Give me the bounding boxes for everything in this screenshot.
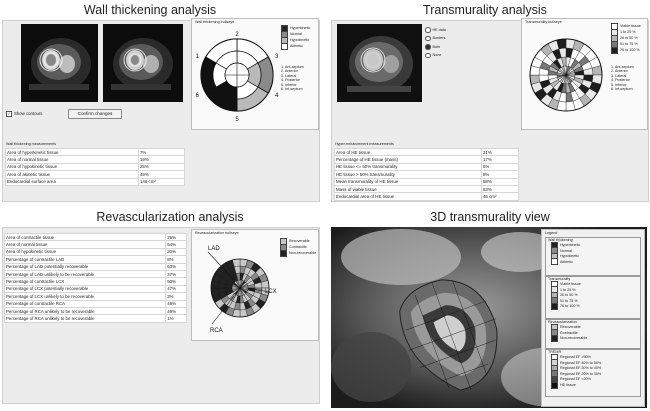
table-row: HE tissue <= 50% transmurality 6% [335,163,519,170]
mri-image-he [337,24,422,102]
lcx-label: LCX [265,289,277,295]
trans-bullseye-box [521,18,648,130]
legend-swatch [611,47,618,54]
trans-bullseye-chart [526,29,606,123]
revasc-bullseye-title: Revascularization bullseye [195,231,239,235]
radio-none[interactable]: None [425,53,446,59]
table-row: Percentage of contractile LAD 8% [5,256,187,263]
transmurality-title: Transmurality analysis [423,3,547,17]
wall-names-list [281,65,304,91]
table-row: Area of akinetic tissue 49% [6,171,185,178]
legend-label: Normal [290,31,302,36]
trans-bullseye-title: Transmurality bullseye [525,20,562,24]
legend-label: 1 to 25 % [620,29,636,34]
wall-seg-2: 2 [235,32,239,38]
table-row: Percentage of contractile LCX 50% [5,278,187,285]
3d-transmurality-view[interactable] [331,227,647,408]
table-row: Area of hyperkinetic tissue 7% [6,149,185,156]
table-row: Percentage of LCX potentially recoverable 47% [5,285,187,292]
legend-label: Non-recoverable [289,250,317,255]
table-row: Area of contractile tissue 26% [5,234,187,241]
wall-name: 2. Anterior [281,69,298,74]
show-contours-label: Show contours [14,111,43,117]
radio-icon[interactable] [425,27,431,33]
revascularization-title: Revascularization analysis [96,210,244,224]
table-row: Area of normal tissue 54% [5,241,187,248]
3d-legend-title: Legend [545,231,558,235]
wall-name: 3. Lateral [281,73,297,78]
show-contours-checkbox[interactable] [6,111,42,117]
table-row: Mass of viable tissue 83% [335,185,519,192]
table-row: Percentage of RCA unlikely to be recoverable 49% [5,307,187,314]
legend-swatch [280,250,287,257]
table-row: HE tissue > 50% transmurality 8% [335,171,519,178]
wall-name: 5. Inferior [611,82,627,87]
lad-label: LAD [208,246,220,252]
wall-seg-3: 3 [275,54,279,60]
legend-label: Hyperkinetic [290,25,311,30]
table-row: Percentage of contractile RCA 49% [5,300,187,307]
wall-measurements-table [5,148,185,186]
wall-name: 1. Ant-septum [611,65,634,69]
wall-name: 4. Posterior [611,78,630,83]
legend-group-revascularization: Revascularization Recoverable Contractile Non-recoverable [545,319,641,349]
table-row: Area of HE tissue 31% [335,149,519,156]
mri-image-right [103,24,183,102]
rca-label: RCA [210,328,223,334]
legend-label: Recoverable [289,238,310,243]
he-measurements-title: Hyper-enhancement measurements [335,142,394,146]
wall-bullseye-title: Wall thickening bullseye [195,20,235,24]
legend-label: Viable tissue [620,23,641,28]
checkbox-icon[interactable]: ✓ [7,111,11,116]
table-row: Percentage of LCX unlikely to be recoverable 3% [5,293,187,300]
wall-bullseye-chart [197,29,277,123]
wall-seg-4: 4 [275,93,279,99]
mri-image-left [21,24,98,102]
wall-name: 6. Inf-septum [281,87,303,92]
wall-seg-6: 6 [195,93,199,99]
radio-icon[interactable] [425,36,431,42]
table-row: Endocardial surface area 146 cm² [6,178,185,185]
revasc-legend [280,238,316,256]
3d-legend-panel [541,229,645,407]
transmurality-panel [331,20,649,202]
wall-bullseye-box [191,18,319,130]
wall-name: 1. Ant-septum [281,65,304,69]
wall-name: 3. Lateral [611,73,627,78]
legend-label: 26 to 50 % [620,35,638,40]
trans-legend [611,23,641,53]
wall-name: 2. Anterior [611,69,628,74]
legend-swatch [281,43,288,50]
table-row: Percentage of LAD potentially recoverable 63% [5,263,187,270]
table-row: Area of hypokinetic tissue 25% [6,163,185,170]
wall-name: 4. Posterior [281,78,300,83]
wall-seg-1: 1 [195,54,199,60]
wall-seg-5: 5 [235,117,239,123]
legend-label: Contractile [289,244,307,249]
table-row: Percentage of RCA unlikely to be recoverable 1% [5,315,187,322]
3d-view-title: 3D transmurality view [430,210,550,224]
legend-group-transmurality: Transmurality Viable tissue 1 to 25 % 26 to 50 % 51 to 75 % 76 to 100 % [545,276,641,319]
wall-thickening-panel [2,20,320,202]
radio-borders[interactable]: Borders [425,36,446,42]
wall-thickening-title: Wall thickening analysis [83,3,217,17]
wall-legend [281,25,310,49]
wall-name: 6. Inf-septum [611,87,633,92]
radio-icon[interactable] [425,53,431,59]
table-row: Area of hypokinetic tissue 20% [5,248,187,255]
table-row: Area of normal tissue 19% [6,156,185,163]
radio-icon[interactable] [425,44,431,50]
wall-name: 5. Inferior [281,82,297,87]
legend-group-wall-thickening: Wall thickening Hyperkinetic Normal Hypokinetic Akinetic [545,237,641,276]
legend-label: 76 to 100 % [620,47,640,52]
trans-wall-names [611,65,634,91]
wall-measurements-title: Wall thickening measurements [6,142,57,146]
legend-group-tremr: TREMR Regional EF >50% Regional EF 40% to 50% Regional EF 30% to 40% Regional EF 20% to 30% Regional EF <20% HE tissue [545,349,641,397]
table-row: Percentage of LAD unlikely to be recoverable 37% [5,270,187,277]
display-radio-group [425,27,446,58]
table-row: Mean transmurality of HE tissue 58% [335,178,519,185]
revascularization-panel [2,227,320,404]
he-measurements-table [334,148,519,201]
legend-label: Akinetic [290,43,303,48]
table-row: Endocardial area of HE tissue 46 cm² [335,193,519,200]
revasc-measurements-table [4,233,187,323]
revasc-bullseye-box [191,229,319,341]
radio-both[interactable]: Both [425,44,446,50]
legend-label: 51 to 75 % [620,41,638,46]
legend-label: Hypokinetic [290,37,310,42]
table-row: Percentage of HE tissue (mass) 17% [335,156,519,163]
revasc-bullseye-chart [194,238,282,338]
confirm-changes-button[interactable]: Confirm changes [68,109,122,119]
radio-he-data[interactable]: HE data [425,27,446,33]
